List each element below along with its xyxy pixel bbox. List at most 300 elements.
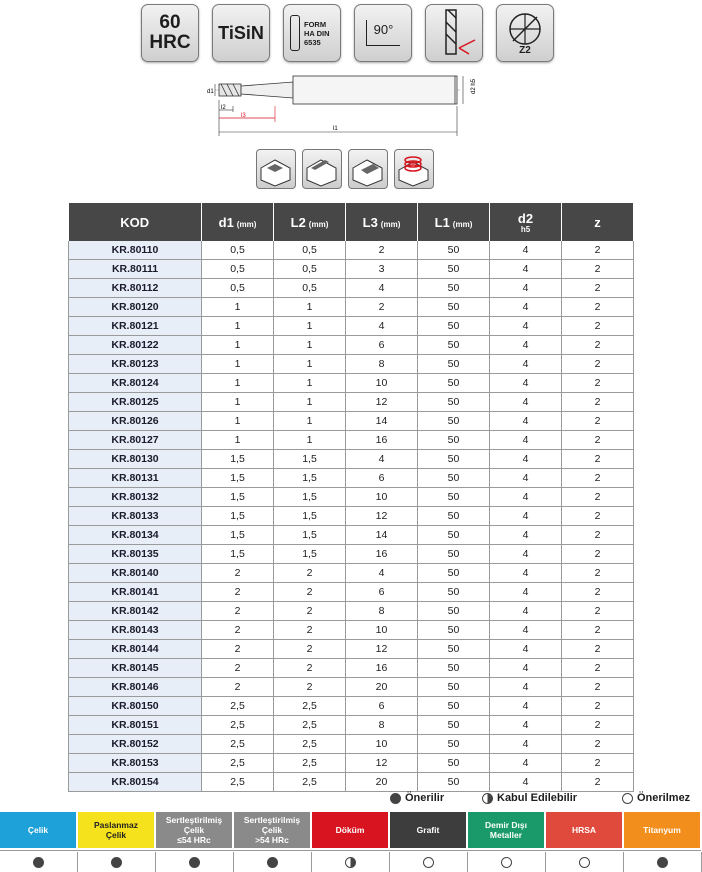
- table-cell: 1: [202, 431, 274, 450]
- material-0: [0, 812, 78, 848]
- column-header-label: L2: [290, 214, 306, 230]
- product-code-cell: KR.80130: [69, 450, 202, 469]
- table-row: [69, 640, 634, 659]
- tool-drawing: [205, 70, 475, 140]
- table-cell: 4: [346, 317, 418, 336]
- table-row: [69, 298, 634, 317]
- column-header-kod: [69, 203, 202, 241]
- half-circle-icon: [345, 857, 356, 868]
- material-rating-cell: [0, 852, 78, 872]
- table-cell: 16: [346, 659, 418, 678]
- table-cell: 4: [490, 355, 562, 374]
- material-rating-cell: [546, 852, 624, 872]
- table-cell: 1,5: [274, 488, 346, 507]
- table-cell: 12: [346, 393, 418, 412]
- table-cell: 4: [490, 298, 562, 317]
- table-row: [69, 355, 634, 374]
- material-rating-cell: [156, 852, 234, 872]
- table-cell: 1: [202, 336, 274, 355]
- table-cell: 10: [346, 735, 418, 754]
- table-cell: 50: [418, 336, 490, 355]
- table-cell: 50: [418, 602, 490, 621]
- material-suitability: [0, 812, 701, 872]
- form-line3: 6535: [304, 37, 321, 47]
- table-row: [69, 526, 634, 545]
- table-cell: 2: [562, 583, 634, 602]
- table-cell: 50: [418, 393, 490, 412]
- table-cell: 2: [562, 697, 634, 716]
- table-cell: 1: [274, 336, 346, 355]
- table-cell: 50: [418, 621, 490, 640]
- table-cell: 4: [490, 773, 562, 792]
- material-label: HRSA: [571, 825, 597, 835]
- two-flute-icon: [505, 11, 545, 47]
- table-cell: 2: [202, 583, 274, 602]
- table-cell: 0,5: [274, 241, 346, 260]
- product-code-cell: KR.80126: [69, 412, 202, 431]
- table-cell: 1: [274, 355, 346, 374]
- column-header-l3: [346, 203, 418, 241]
- table-cell: 4: [490, 754, 562, 773]
- shank-cylinder-icon: [290, 15, 300, 51]
- table-cell: 50: [418, 450, 490, 469]
- product-code-cell: KR.80110: [69, 241, 202, 260]
- empty-circle-icon: [423, 857, 434, 868]
- table-cell: 2: [562, 545, 634, 564]
- table-cell: 50: [418, 412, 490, 431]
- table-cell: 2: [562, 602, 634, 621]
- material-rating-cell: [390, 852, 468, 872]
- table-cell: 1,5: [274, 450, 346, 469]
- table-cell: 2: [562, 659, 634, 678]
- flutes-badge: [496, 4, 554, 62]
- table-cell: 3: [346, 260, 418, 279]
- table-cell: 4: [490, 260, 562, 279]
- table-cell: 1: [274, 412, 346, 431]
- table-cell: 1,5: [202, 469, 274, 488]
- l2-label: l2: [221, 105, 226, 111]
- filled-circle-icon: [111, 857, 122, 868]
- table-cell: 2: [562, 621, 634, 640]
- table-cell: 8: [346, 355, 418, 374]
- table-cell: 2: [562, 241, 634, 260]
- table-row: [69, 545, 634, 564]
- table-cell: 1: [274, 298, 346, 317]
- column-header-l1: [418, 203, 490, 241]
- table-cell: 4: [490, 336, 562, 355]
- column-header-z: [562, 203, 634, 241]
- table-cell: 50: [418, 431, 490, 450]
- table-cell: 2: [562, 298, 634, 317]
- material-rating-cell: [312, 852, 390, 872]
- product-code-cell: KR.80111: [69, 260, 202, 279]
- table-cell: 6: [346, 336, 418, 355]
- legend-acceptable: [482, 792, 577, 804]
- product-code-cell: KR.80152: [69, 735, 202, 754]
- form-badge: [283, 4, 341, 62]
- table-cell: 10: [346, 374, 418, 393]
- table-cell: 2,5: [202, 735, 274, 754]
- table-row: [69, 317, 634, 336]
- table-cell: 2: [346, 298, 418, 317]
- table-cell: 2,5: [274, 773, 346, 792]
- column-header-unit: (mm): [452, 219, 473, 229]
- table-row: [69, 754, 634, 773]
- table-cell: 2,5: [274, 735, 346, 754]
- table-cell: 1,5: [274, 469, 346, 488]
- table-cell: 50: [418, 469, 490, 488]
- angle-badge: [354, 4, 412, 62]
- table-cell: 2: [562, 317, 634, 336]
- helical-milling-icon: [394, 149, 434, 189]
- table-cell: 2: [346, 241, 418, 260]
- table-cell: 2: [562, 374, 634, 393]
- table-cell: 4: [490, 602, 562, 621]
- table-cell: 2: [562, 716, 634, 735]
- material-5: [390, 812, 468, 848]
- material-label: Sertleştirilmiş Çelik >54 HRc: [243, 815, 301, 845]
- table-row: [69, 507, 634, 526]
- table-cell: 2: [562, 355, 634, 374]
- material-rating-cell: [624, 852, 702, 872]
- table-cell: 50: [418, 716, 490, 735]
- material-4: [312, 812, 390, 848]
- table-cell: 4: [490, 393, 562, 412]
- table-cell: 50: [418, 697, 490, 716]
- table-row: [69, 716, 634, 735]
- angle-value: 90°: [373, 22, 394, 37]
- d1-label: d1: [207, 89, 214, 95]
- table-cell: 4: [490, 412, 562, 431]
- table-cell: 12: [346, 754, 418, 773]
- table-cell: 50: [418, 640, 490, 659]
- table-cell: 2: [202, 659, 274, 678]
- table-cell: 2: [562, 678, 634, 697]
- table-cell: 1,5: [274, 507, 346, 526]
- empty-circle-icon: [622, 793, 633, 804]
- table-cell: 4: [490, 507, 562, 526]
- table-cell: 20: [346, 678, 418, 697]
- filled-circle-icon: [189, 857, 200, 868]
- half-circle-icon: [482, 793, 493, 804]
- product-code-cell: KR.80121: [69, 317, 202, 336]
- material-label: Grafit: [416, 825, 440, 835]
- material-6: [468, 812, 546, 848]
- table-cell: 4: [490, 431, 562, 450]
- table-cell: 50: [418, 507, 490, 526]
- table-cell: 1: [202, 355, 274, 374]
- table-cell: 2: [562, 336, 634, 355]
- form-line2: HA DIN: [304, 28, 330, 38]
- table-row: [69, 450, 634, 469]
- table-cell: 2,5: [202, 697, 274, 716]
- table-cell: 1: [202, 374, 274, 393]
- table-row: [69, 431, 634, 450]
- material-label: Demir Dışı Metaller: [484, 820, 528, 840]
- table-row: [69, 735, 634, 754]
- table-cell: 4: [490, 640, 562, 659]
- table-cell: 2: [562, 279, 634, 298]
- product-code-cell: KR.80120: [69, 298, 202, 317]
- l3-label: l3: [241, 113, 246, 119]
- d2-label: d2 h5: [471, 78, 477, 94]
- table-cell: 50: [418, 241, 490, 260]
- slotting-icon: [256, 149, 296, 189]
- column-header-unit: (mm): [236, 219, 257, 229]
- table-cell: 4: [490, 697, 562, 716]
- product-code-cell: KR.80140: [69, 564, 202, 583]
- product-code-cell: KR.80112: [69, 279, 202, 298]
- product-code-cell: KR.80153: [69, 754, 202, 773]
- legend-recommended: [390, 792, 444, 804]
- table-cell: 2: [562, 754, 634, 773]
- table-cell: 8: [346, 602, 418, 621]
- table-cell: 50: [418, 298, 490, 317]
- table-cell: 50: [418, 773, 490, 792]
- table-cell: 2: [274, 583, 346, 602]
- table-cell: 4: [490, 526, 562, 545]
- table-cell: 2: [274, 564, 346, 583]
- table-row: [69, 773, 634, 792]
- helix-badge: [425, 4, 483, 62]
- table-cell: 1: [202, 317, 274, 336]
- product-code-cell: KR.80124: [69, 374, 202, 393]
- table-row: [69, 564, 634, 583]
- column-header-d1: [202, 203, 274, 241]
- product-code-cell: KR.80151: [69, 716, 202, 735]
- product-code-cell: KR.80134: [69, 526, 202, 545]
- product-code-cell: KR.80133: [69, 507, 202, 526]
- material-2: [156, 812, 234, 848]
- product-code-cell: KR.80132: [69, 488, 202, 507]
- table-row: [69, 241, 634, 260]
- table-cell: 2,5: [202, 773, 274, 792]
- angle-icon: [366, 20, 400, 46]
- material-3: [234, 812, 312, 848]
- product-code-cell: KR.80145: [69, 659, 202, 678]
- table-cell: 4: [490, 621, 562, 640]
- table-cell: 4: [490, 450, 562, 469]
- table-cell: 6: [346, 583, 418, 602]
- material-label: Döküm: [335, 825, 365, 835]
- table-cell: 0,5: [274, 260, 346, 279]
- table-cell: 50: [418, 754, 490, 773]
- table-cell: 2: [562, 469, 634, 488]
- table-cell: 2,5: [274, 697, 346, 716]
- spec-badges: [141, 4, 555, 66]
- table-row: [69, 678, 634, 697]
- table-row: [69, 659, 634, 678]
- product-code-cell: KR.80122: [69, 336, 202, 355]
- table-cell: 2: [202, 640, 274, 659]
- table-cell: 1: [202, 393, 274, 412]
- table-cell: 2: [274, 602, 346, 621]
- table-cell: 2: [562, 773, 634, 792]
- column-header-l2: [274, 203, 346, 241]
- table-cell: 2: [562, 488, 634, 507]
- table-cell: 1,5: [274, 526, 346, 545]
- l1-label: l1: [333, 126, 338, 132]
- hardness-unit: HRC: [149, 32, 191, 53]
- material-label: Titanyum: [643, 825, 681, 835]
- table-cell: 4: [490, 735, 562, 754]
- column-header-unit: (mm): [308, 219, 329, 229]
- table-cell: 2: [202, 678, 274, 697]
- side-milling-icon: [302, 149, 342, 189]
- table-cell: 2: [562, 260, 634, 279]
- product-table: [68, 203, 633, 792]
- table-cell: 4: [490, 488, 562, 507]
- table-cell: 50: [418, 526, 490, 545]
- table-cell: 4: [346, 564, 418, 583]
- table-cell: 2,5: [274, 716, 346, 735]
- table-cell: 1,5: [202, 450, 274, 469]
- product-code-cell: KR.80142: [69, 602, 202, 621]
- table-cell: 2: [274, 659, 346, 678]
- table-cell: 4: [490, 279, 562, 298]
- helix-angle-icon: [429, 8, 479, 58]
- table-cell: 2: [562, 431, 634, 450]
- product-code-cell: KR.80146: [69, 678, 202, 697]
- pocket-milling-icon: [348, 149, 388, 189]
- table-row: [69, 260, 634, 279]
- table-cell: 2: [202, 564, 274, 583]
- table-body: [69, 241, 634, 792]
- table-row: [69, 412, 634, 431]
- table-cell: 2: [274, 678, 346, 697]
- material-7: [546, 812, 624, 848]
- product-code-cell: KR.80144: [69, 640, 202, 659]
- rating-legend: [390, 792, 700, 808]
- table-cell: 10: [346, 488, 418, 507]
- table-cell: 2: [562, 412, 634, 431]
- table-cell: 50: [418, 545, 490, 564]
- product-code-cell: KR.80123: [69, 355, 202, 374]
- table-cell: 14: [346, 412, 418, 431]
- table-cell: 4: [490, 678, 562, 697]
- material-label: Çelik: [27, 825, 49, 835]
- table-row: [69, 583, 634, 602]
- table-cell: 1,5: [202, 526, 274, 545]
- table-cell: 2: [562, 526, 634, 545]
- table-cell: 2: [202, 621, 274, 640]
- table-cell: 4: [490, 374, 562, 393]
- filled-circle-icon: [390, 793, 401, 804]
- table-cell: 1: [274, 374, 346, 393]
- table-cell: 2: [562, 393, 634, 412]
- table-cell: 1,5: [274, 545, 346, 564]
- table-cell: 4: [490, 564, 562, 583]
- table-cell: 12: [346, 640, 418, 659]
- product-code-cell: KR.80125: [69, 393, 202, 412]
- empty-circle-icon: [501, 857, 512, 868]
- table-row: [69, 374, 634, 393]
- coating-badge: [212, 4, 270, 62]
- table-cell: 4: [346, 279, 418, 298]
- table-cell: 1,5: [202, 545, 274, 564]
- column-header-label: z: [594, 214, 601, 230]
- table-cell: 2: [274, 621, 346, 640]
- table-cell: 0,5: [202, 241, 274, 260]
- table-row: [69, 621, 634, 640]
- table-cell: 50: [418, 355, 490, 374]
- flutes-label: Z2: [519, 44, 531, 56]
- column-header-label: d2: [517, 210, 534, 226]
- table-cell: 1: [274, 431, 346, 450]
- legend-acceptable-label: Kabul Edilebilir: [497, 792, 578, 804]
- table-cell: 14: [346, 526, 418, 545]
- table-row: [69, 336, 634, 355]
- product-code-cell: KR.80127: [69, 431, 202, 450]
- table-row: [69, 488, 634, 507]
- table-cell: 1: [202, 298, 274, 317]
- table-cell: 2: [562, 507, 634, 526]
- table-cell: 10: [346, 621, 418, 640]
- table-cell: 50: [418, 659, 490, 678]
- table-header-row: [69, 203, 634, 241]
- table-cell: 6: [346, 469, 418, 488]
- empty-circle-icon: [579, 857, 590, 868]
- table-cell: 50: [418, 317, 490, 336]
- table-cell: 1: [274, 393, 346, 412]
- table-cell: 2,5: [202, 716, 274, 735]
- table-cell: 2: [562, 640, 634, 659]
- table-cell: 12: [346, 507, 418, 526]
- table-row: [69, 279, 634, 298]
- legend-not-recommended-label: Önerilmez: [637, 792, 691, 804]
- hardness-badge: [141, 4, 199, 62]
- table-cell: 50: [418, 488, 490, 507]
- table-cell: 4: [490, 469, 562, 488]
- table-cell: 20: [346, 773, 418, 792]
- product-code-cell: KR.80143: [69, 621, 202, 640]
- table-cell: 0,5: [274, 279, 346, 298]
- table-cell: 4: [490, 241, 562, 260]
- filled-circle-icon: [657, 857, 668, 868]
- table-row: [69, 469, 634, 488]
- table-cell: 50: [418, 279, 490, 298]
- table-cell: 50: [418, 678, 490, 697]
- filled-circle-icon: [267, 857, 278, 868]
- column-header-label: d1: [218, 214, 234, 230]
- table-cell: 4: [490, 545, 562, 564]
- product-code-cell: KR.80131: [69, 469, 202, 488]
- table-cell: 2,5: [274, 754, 346, 773]
- table-cell: 2: [562, 564, 634, 583]
- material-label: Sertleştirilmiş Çelik ≤54 HRc: [165, 815, 223, 845]
- column-header-d2: [490, 203, 562, 241]
- column-header-unit: h5: [520, 224, 531, 234]
- material-label: Paslanmaz Çelik: [94, 820, 138, 840]
- table-row: [69, 602, 634, 621]
- table-cell: 1,5: [202, 488, 274, 507]
- table-cell: 1,5: [202, 507, 274, 526]
- table-cell: 4: [490, 583, 562, 602]
- table-cell: 0,5: [202, 260, 274, 279]
- column-header-unit: (mm): [380, 219, 401, 229]
- table-cell: 2: [274, 640, 346, 659]
- material-1: [78, 812, 156, 848]
- operation-icons: [256, 149, 436, 193]
- table-cell: 4: [490, 317, 562, 336]
- table-cell: 1: [274, 317, 346, 336]
- table-cell: 16: [346, 431, 418, 450]
- product-code-cell: KR.80141: [69, 583, 202, 602]
- table-row: [69, 393, 634, 412]
- table-cell: 4: [490, 659, 562, 678]
- material-rating-cell: [78, 852, 156, 872]
- product-code-cell: KR.80135: [69, 545, 202, 564]
